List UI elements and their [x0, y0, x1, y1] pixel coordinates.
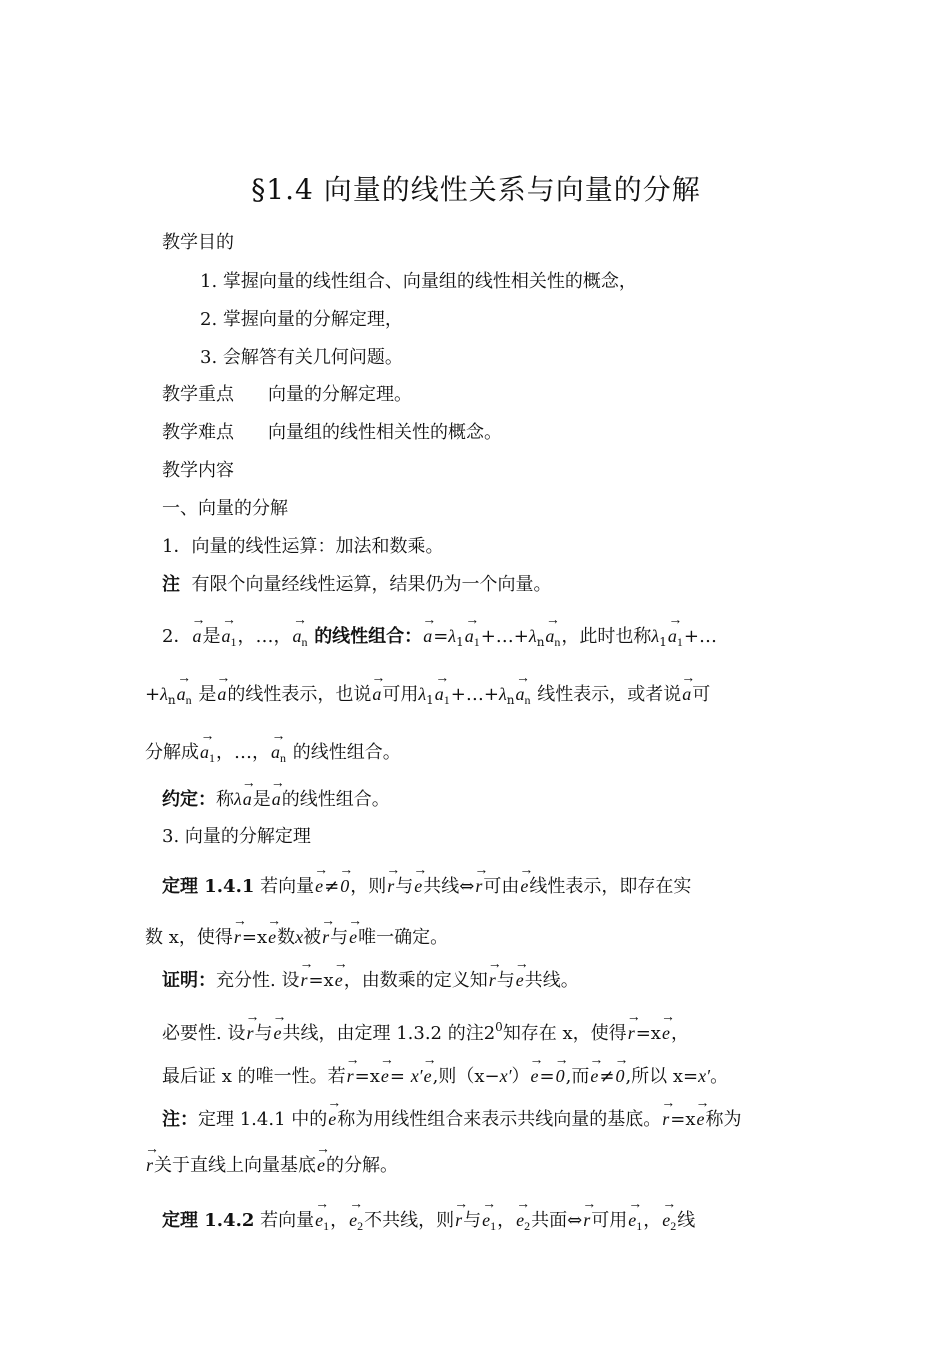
- item-2-line-1: 2．→ a是→ $a_1$，…，→ $a_n$ 的线性组合：→ $a=\lambda_1\to$ $a_1+\dots+\lambda_n\to a_n$，此时也称$\lambda_1\to$ $a_1+\dots$: [162, 624, 717, 654]
- objective-item-3: 3. 会解答有关几何问题。: [200, 347, 403, 368]
- convention-label: 约定：: [162, 789, 216, 810]
- objective-item-1: 1. 掌握向量的线性组合、向量组的线性相关性的概念，: [200, 271, 637, 292]
- objectives-heading: 教学目的: [162, 232, 234, 253]
- theorem-1-4-1-line-2: 数 x，使得→ r=x→ e数x被→ r与→ e唯一确定。: [145, 925, 448, 950]
- proof-necessity: 必要性. 设→ r与→ e共线，由定理 1.3.2 的注$2^0$知存在 x，使得→ r=x→ e，: [162, 1015, 689, 1046]
- key-point-label: 教学重点: [162, 384, 234, 405]
- page-title: §1.4 向量的线性关系与向量的分解: [251, 173, 701, 206]
- difficulty-text: 向量组的线性相关性的概念。: [268, 422, 502, 443]
- item-2-line-3: 分解成→ $a_1$，…，→ $a_n$ 的线性组合。: [145, 740, 401, 770]
- proof-label: 证明：: [162, 970, 216, 991]
- note-1-label: 注: [162, 574, 180, 595]
- key-point-text: 向量的分解定理。: [268, 384, 412, 405]
- item-3: 3. 向量的分解定理: [162, 826, 311, 847]
- item-1: 1．向量的线性运算：加法和数乘。: [162, 536, 444, 557]
- note-1: [162, 573, 551, 597]
- content-heading: 教学内容: [162, 460, 234, 481]
- item-2-line-2: $+\lambda_n\to a_n$ 是→ a的线性表示，也说→ a可用$\lambda_1\to$ $a_1+\dots+\lambda_n\to a_n$ 线性表示，或者说→ a可: [145, 682, 710, 712]
- note-2-line-1: 注：定理 1.4.1 中的→ e称为用线性组合来表示共线向量的基底。→ r=x→ e称为: [162, 1107, 742, 1132]
- note-2-label: 注：: [162, 1109, 198, 1130]
- theorem-1-4-1-line-1: 定理 1.4.1 若向量→ e≠→ 0，则→ r与→ e共线⇔→ r可由→ e线性表示，即存在实: [162, 874, 691, 899]
- key-point-row: [162, 383, 412, 407]
- theorem-1-4-2-label: 定理 1.4.2: [162, 1210, 255, 1231]
- proof-uniqueness: 最后证 x 的唯一性。若→ r=x→ e= x′→ e,则（x−x′）→ e=→ 0,而→ e≠→ 0,所以 x=x′。: [162, 1064, 728, 1089]
- theorem-1-4-2-line-1: 定理 1.4.2 若向量→ $e_1$，→ $e_2$不共线，则→ r与→ $e_1$，→ $e_2$共面⇔→ r可用→ $e_1$，→ $e_2$线: [162, 1208, 695, 1238]
- difficulty-label: 教学难点: [162, 422, 234, 443]
- section-heading-1: 一、向量的分解: [162, 498, 288, 519]
- note-2-line-2: → r关于直线上向量基底→ e的分解。: [145, 1153, 398, 1178]
- convention: 约定：称λ→ a是→ a的线性组合。: [162, 787, 390, 812]
- objective-item-2: 2. 掌握向量的分解定理，: [200, 309, 403, 330]
- note-1-text: 有限个向量经线性运算，结果仍为一个向量。: [191, 574, 552, 595]
- difficulty-row: [162, 421, 502, 445]
- theorem-1-4-1-label: 定理 1.4.1: [162, 876, 255, 897]
- proof-sufficiency: 证明：充分性. 设→ r=x→ e，由数乘的定义知→ r与→ e共线。: [162, 968, 579, 993]
